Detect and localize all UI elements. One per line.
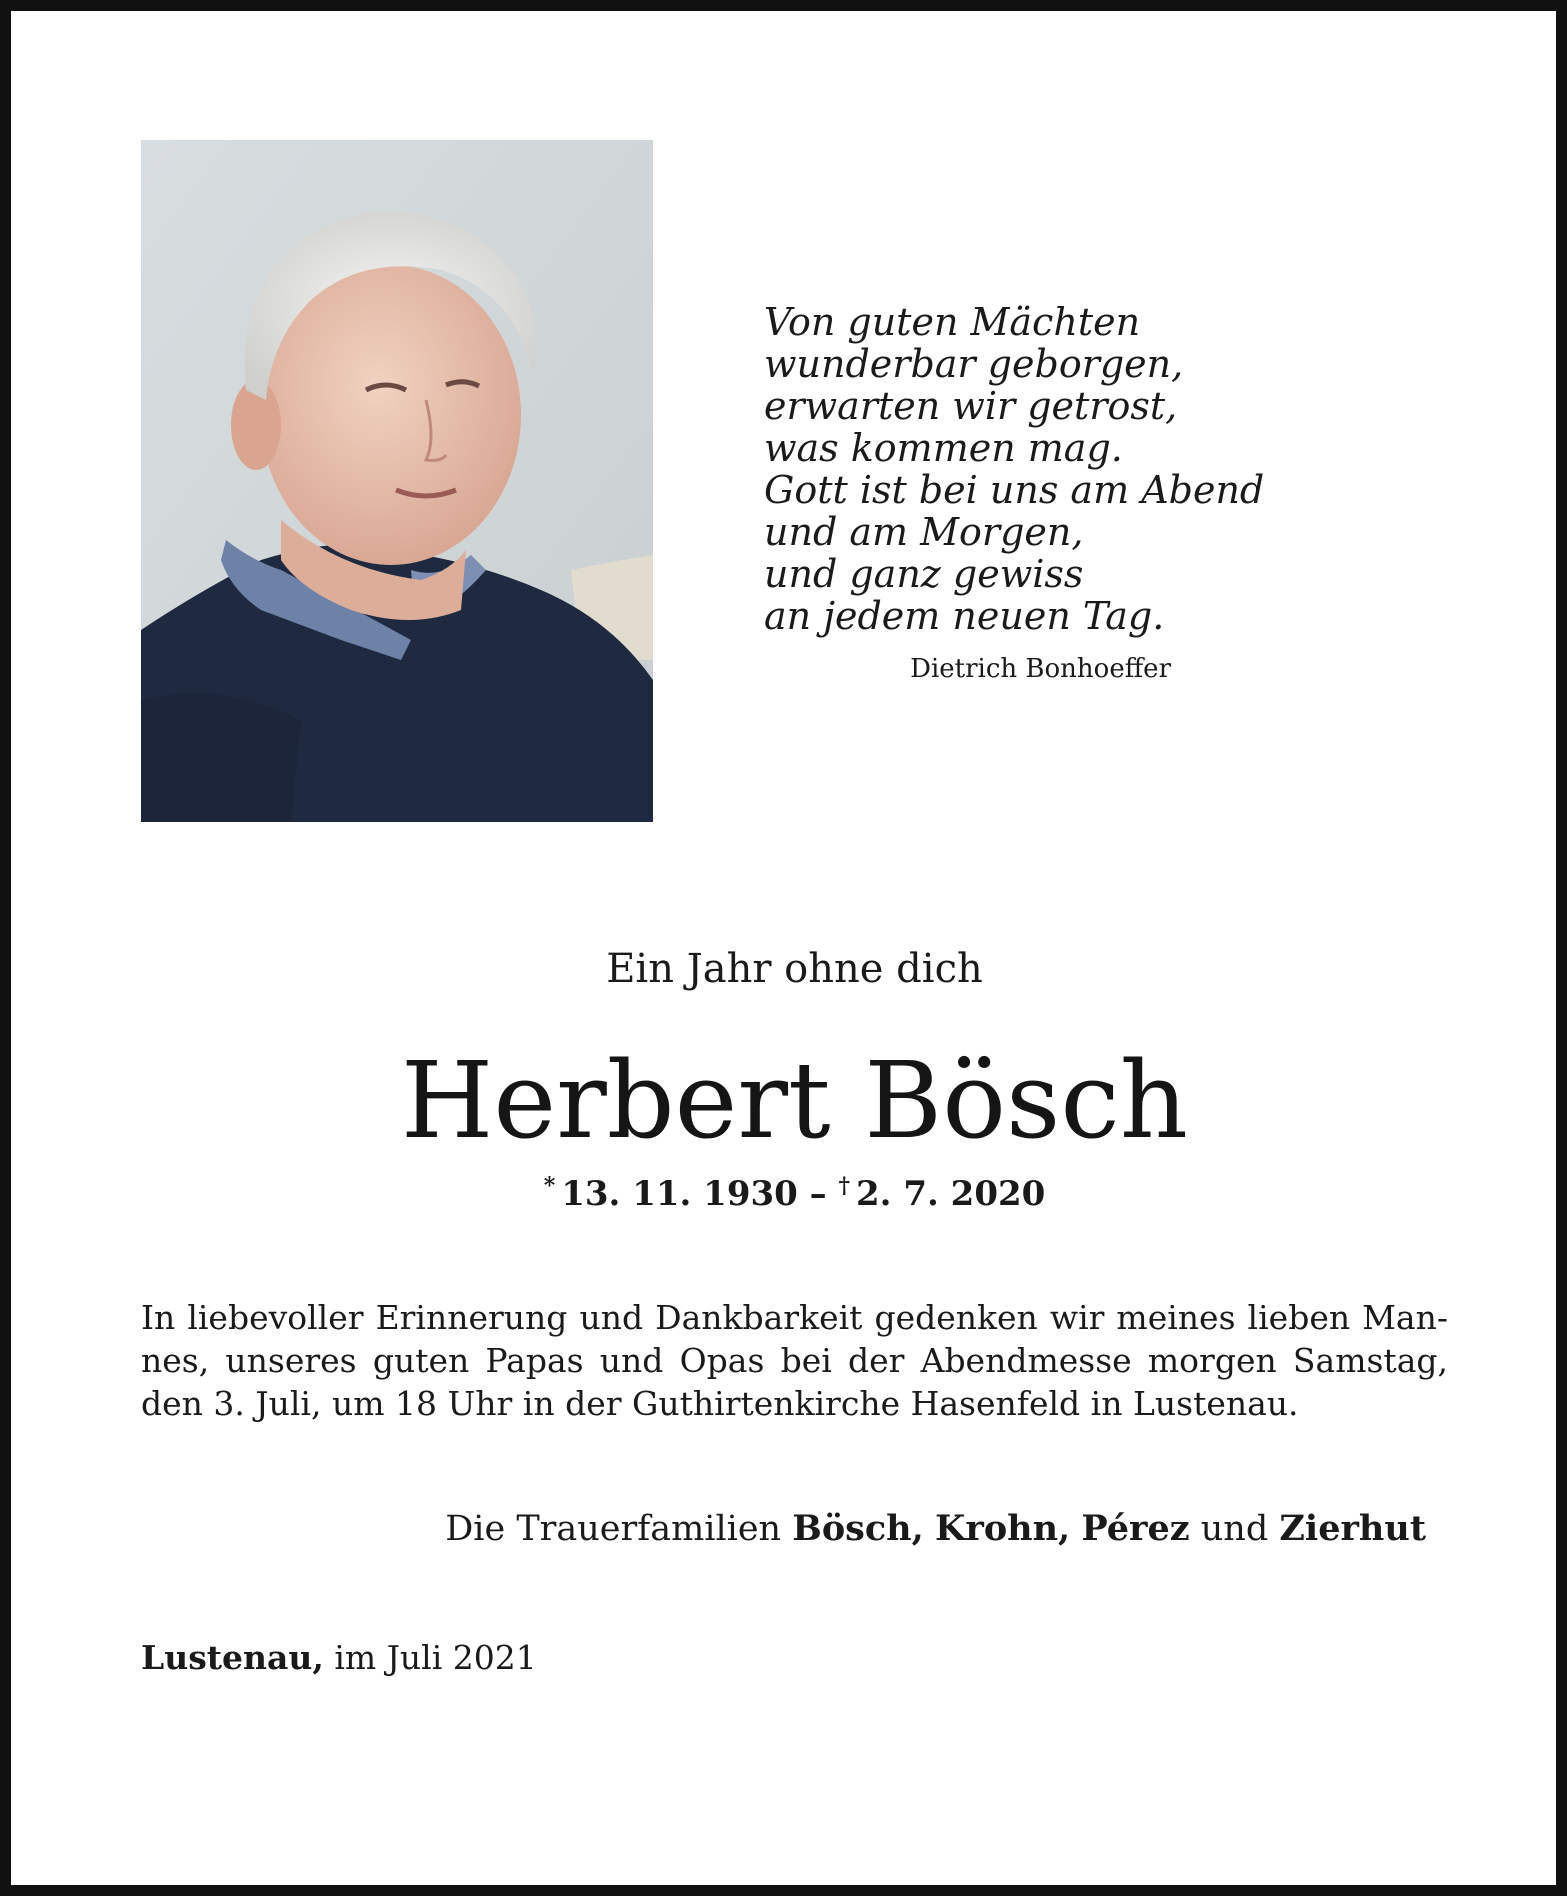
death-symbol: † [838, 1173, 851, 1199]
poem-line: Von guten Mächten [764, 300, 1141, 344]
place-town: Lustenau, [141, 1638, 324, 1677]
birth-symbol: * [543, 1173, 556, 1199]
memorial-text-line: den 3. Juli, um 18 Uhr in der Guthirtenkirche Hasenfeld in Lustenau. [141, 1384, 1299, 1423]
life-dates [11, 1173, 1567, 1214]
families-prefix: Die Trauerfamilien [445, 1509, 793, 1549]
memorial-text-line: nes, unseres guten Papas und Opas bei der Abendmesse morgen Samstag, [141, 1341, 1448, 1380]
poem [764, 301, 1324, 637]
birth-date: 13. 11. 1930 [561, 1174, 798, 1214]
poem-line: Gott ist bei uns am Abend [764, 468, 1265, 512]
families-conjunction: und [1189, 1509, 1280, 1549]
poem-line: an jedem neuen Tag. [764, 594, 1165, 638]
poem-line: und ganz gewiss [764, 552, 1084, 596]
place-date [141, 1638, 537, 1677]
poem-line: was kommen mag. [764, 426, 1123, 470]
poem-author: Dietrich Bonhoeffer [910, 654, 1171, 684]
subtitle: Ein Jahr ohne dich [606, 946, 983, 992]
family-name: Bösch, [792, 1508, 924, 1549]
portrait-photo [141, 140, 653, 822]
family-name: Zierhut [1279, 1508, 1426, 1549]
date-separator: – [797, 1174, 839, 1214]
poem-line: erwarten wir getrost, [764, 384, 1178, 428]
family-name: Krohn, [934, 1508, 1071, 1549]
poem-line: und am Morgen, [764, 510, 1084, 554]
family-name: Pérez [1081, 1508, 1190, 1549]
memorial-text [141, 1296, 1448, 1425]
poem-line: wunderbar geborgen, [764, 342, 1184, 386]
mourning-families [445, 1508, 1426, 1549]
place-month: im Juli 2021 [323, 1638, 537, 1677]
death-date: 2. 7. 2020 [856, 1174, 1046, 1214]
deceased-name: Herbert Bösch [400, 1039, 1189, 1162]
memorial-text-line: In liebevoller Erinnerung und Dankbarkeit gedenken wir meines lieben Man- [141, 1298, 1448, 1337]
